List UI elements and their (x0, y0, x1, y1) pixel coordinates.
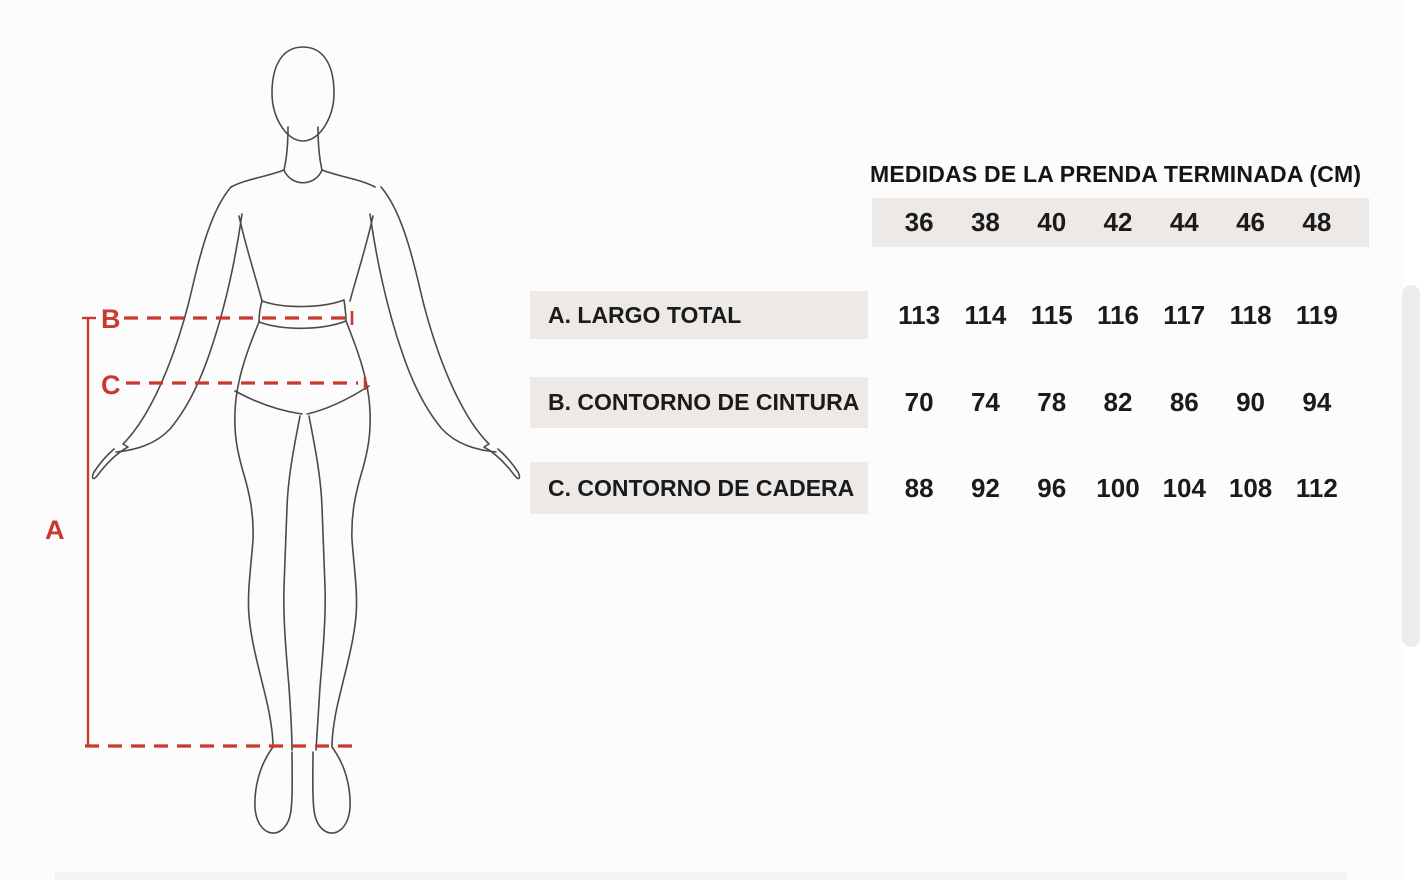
value-cell: 94 (1302, 387, 1332, 417)
value-cell: 112 (1295, 472, 1338, 503)
value-cell: 117 (1163, 299, 1206, 330)
label-c: C (101, 370, 121, 400)
label-a: A (45, 515, 65, 545)
body-outline (93, 47, 520, 833)
body-measurement-diagram (0, 0, 560, 880)
inner-leg-line (284, 416, 300, 750)
row-label-text: A. LARGO TOTAL (548, 301, 742, 328)
bottom-divider (55, 872, 1347, 880)
value-cell: 90 (1236, 387, 1266, 417)
value-cell: 88 (904, 472, 934, 503)
value-cell: 74 (970, 387, 1000, 417)
size-header-row (886, 198, 1350, 247)
collar-line (284, 170, 322, 183)
row-label-contorno-cadera (530, 462, 868, 514)
right-leg-outline (313, 321, 370, 833)
value-cell: 70 (904, 387, 934, 417)
scrollbar-thumb[interactable] (1402, 285, 1420, 647)
size-header-cell: 40 (1037, 207, 1067, 237)
value-cell: 82 (1103, 387, 1133, 417)
table-row-values (886, 377, 1350, 428)
row-label-text: B. CONTORNO DE CINTURA (548, 389, 860, 415)
waistband-line (262, 300, 344, 307)
table-row-values (886, 291, 1350, 339)
size-header-cell: 42 (1103, 207, 1133, 237)
value-cell: 116 (1097, 299, 1139, 330)
table-row-values (886, 462, 1350, 514)
value-cell: 108 (1228, 472, 1273, 503)
row-label-largo-total (530, 291, 868, 339)
value-cell: 118 (1229, 299, 1272, 330)
value-cell: 119 (1295, 299, 1338, 330)
value-cell: 96 (1037, 472, 1067, 503)
size-header-cell: 38 (970, 207, 1000, 237)
value-cell: 104 (1162, 472, 1206, 503)
value-cell: 115 (1030, 299, 1073, 330)
right-arm-outline (381, 187, 519, 479)
row-label-contorno-cintura (530, 377, 868, 428)
value-cell: 78 (1037, 387, 1067, 417)
measurement-labels (45, 304, 121, 545)
value-cell: 113 (898, 299, 941, 330)
size-chart-title: MEDIDAS DE LA PRENDA TERMINADA (CM) (870, 161, 1362, 187)
row-label-text: C. CONTORNO DE CADERA (548, 474, 855, 501)
value-cell: 100 (1096, 472, 1140, 503)
value-cell: 114 (964, 299, 1007, 330)
size-header-cell: 46 (1236, 207, 1266, 237)
shoulder-line (231, 170, 284, 187)
hip-line (235, 391, 302, 414)
value-cell: 92 (970, 472, 1000, 503)
size-header-cell: 44 (1169, 207, 1199, 237)
value-cell: 86 (1169, 387, 1199, 417)
label-b: B (101, 304, 121, 334)
size-header-cell: 36 (904, 207, 934, 237)
size-header-cell: 48 (1302, 207, 1332, 237)
head-outline (272, 47, 334, 141)
torso-outline (239, 216, 262, 301)
